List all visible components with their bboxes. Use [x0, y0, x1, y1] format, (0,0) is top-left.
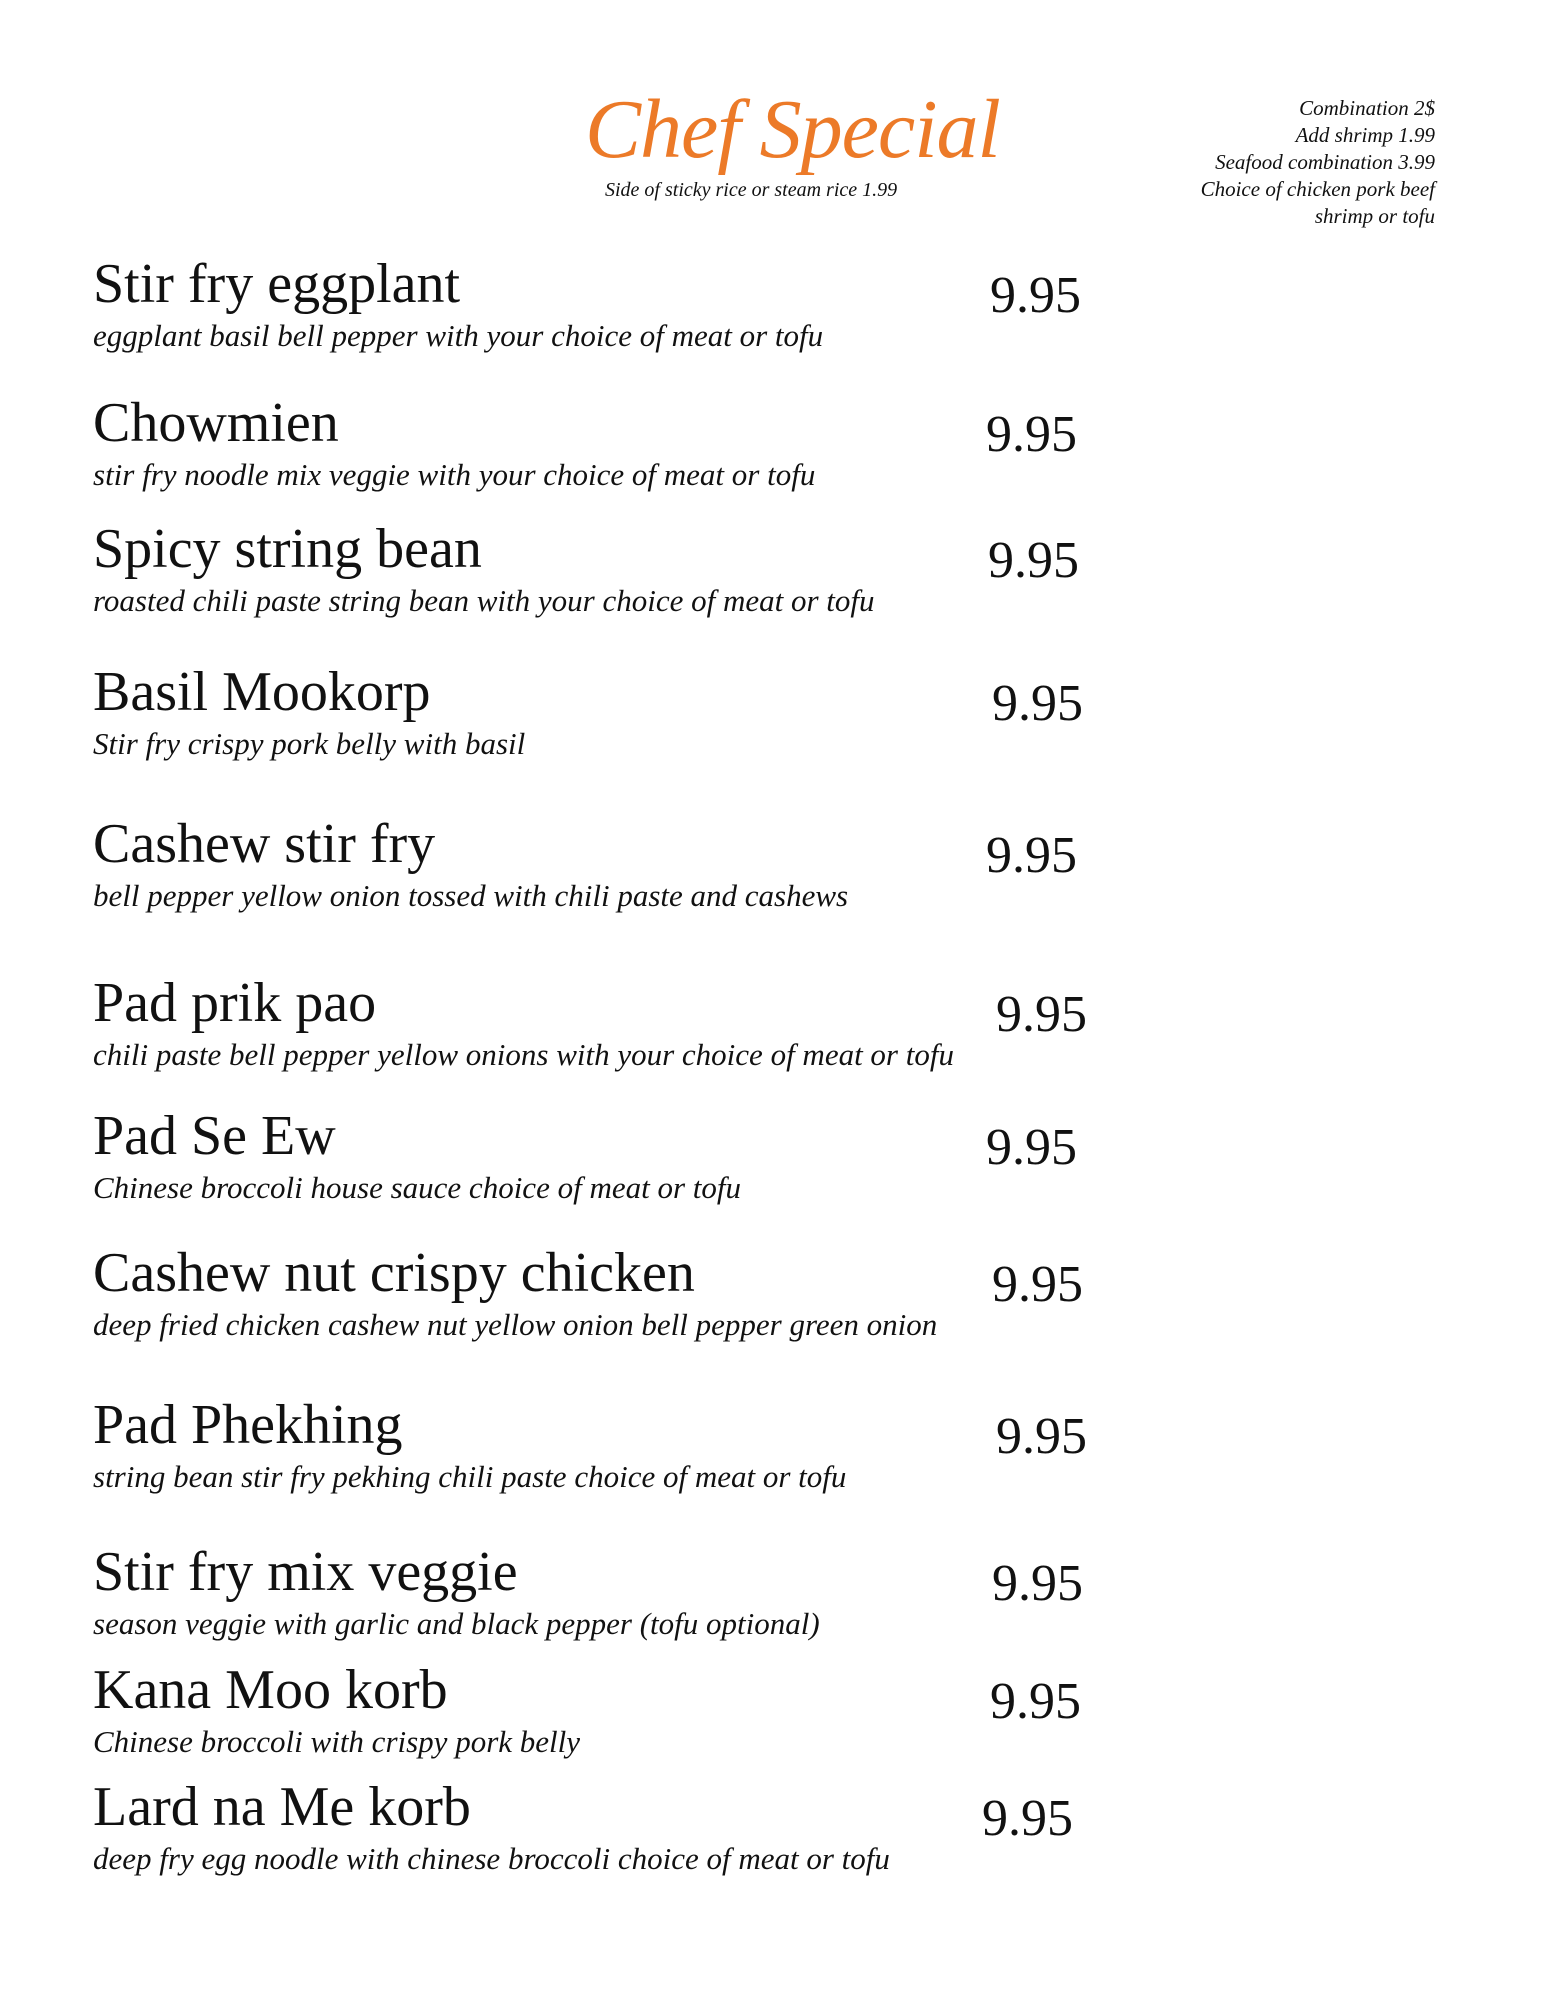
page-title: Chef Special — [585, 83, 1000, 176]
menu-item-price: 9.95 — [986, 406, 1077, 463]
combination-notes — [1135, 95, 1435, 230]
menu-item-price: 9.95 — [988, 532, 1079, 589]
menu-item — [93, 813, 1093, 936]
menu-item-price: 9.95 — [982, 1790, 1073, 1847]
menu-item-name: Cashew stir fry — [93, 813, 436, 875]
menu-item-description: Stir fry crispy pork belly with basil — [93, 726, 526, 761]
menu-item-description: chili paste bell pepper yellow onions with your choice of meat or tofu — [93, 1037, 954, 1072]
menu-item-name: Pad Phekhing — [93, 1394, 403, 1456]
menu-item-name: Pad Se Ew — [93, 1105, 336, 1167]
menu-item-name: Stir fry eggplant — [93, 253, 461, 315]
menu-item — [93, 1541, 1093, 1664]
menu-item — [93, 1659, 1093, 1782]
menu-item-name: Chowmien — [93, 392, 339, 454]
menu-item-description: string bean stir fry pekhing chili paste choice of meat or tofu — [93, 1459, 847, 1494]
menu-item — [93, 253, 1093, 376]
combination-note-5: shrimp or tofu — [1314, 204, 1435, 228]
menu-item — [93, 1394, 1093, 1517]
menu-item-name: Lard na Me korb — [93, 1776, 471, 1838]
menu-item — [93, 661, 1093, 784]
combination-note-3: Seafood combination 3.99 — [1215, 150, 1435, 174]
combination-note-1: Combination 2$ — [1299, 96, 1435, 120]
menu-item-price: 9.95 — [986, 1119, 1077, 1176]
menu-item-description: Chinese broccoli with crispy pork belly — [93, 1724, 581, 1759]
menu-item-description: season veggie with garlic and black pepper (tofu optional) — [93, 1606, 820, 1641]
menu-item-price: 9.95 — [996, 1408, 1087, 1465]
menu-item-description: Chinese broccoli house sauce choice of meat or tofu — [93, 1170, 741, 1205]
menu-item — [93, 1776, 1093, 1899]
menu-item-price: 9.95 — [992, 1555, 1083, 1612]
menu-item-name: Kana Moo korb — [93, 1659, 448, 1721]
menu-item-description: bell pepper yellow onion tossed with chili paste and cashews — [93, 878, 849, 913]
menu-item — [93, 972, 1093, 1095]
menu-item-description: eggplant basil bell pepper with your choice of meat or tofu — [93, 318, 824, 353]
menu-item-name: Stir fry mix veggie — [93, 1541, 518, 1603]
menu-item — [93, 392, 1093, 515]
menu-item — [93, 518, 1093, 641]
menu-item-description: deep fry egg noodle with chinese broccoli choice of meat or tofu — [93, 1841, 890, 1876]
menu-item-price: 9.95 — [990, 1673, 1081, 1730]
menu-item — [93, 1105, 1093, 1228]
menu-item-description: roasted chili paste string bean with your choice of meat or tofu — [93, 583, 875, 618]
menu-item-price: 9.95 — [990, 267, 1081, 324]
menu-item-price: 9.95 — [996, 986, 1087, 1043]
menu-item-price: 9.95 — [992, 1256, 1083, 1313]
menu-item — [93, 1242, 1093, 1365]
menu-item-description: deep fried chicken cashew nut yellow onion bell pepper green onion — [93, 1307, 938, 1342]
menu-item-name: Pad prik pao — [93, 972, 377, 1034]
menu-item-name: Basil Mookorp — [93, 661, 431, 723]
menu-item-description: stir fry noodle mix veggie with your choice of meat or tofu — [93, 457, 816, 492]
combination-note-2: Add shrimp 1.99 — [1295, 123, 1435, 147]
menu-item-price: 9.95 — [986, 827, 1077, 884]
menu-item-price: 9.95 — [992, 675, 1083, 732]
menu-item-name: Spicy string bean — [93, 518, 482, 580]
combination-note-4: Choice of chicken pork beef — [1200, 177, 1435, 201]
rice-note: Side of sticky rice or steam rice 1.99 — [605, 179, 898, 201]
menu-item-name: Cashew nut crispy chicken — [93, 1242, 695, 1304]
